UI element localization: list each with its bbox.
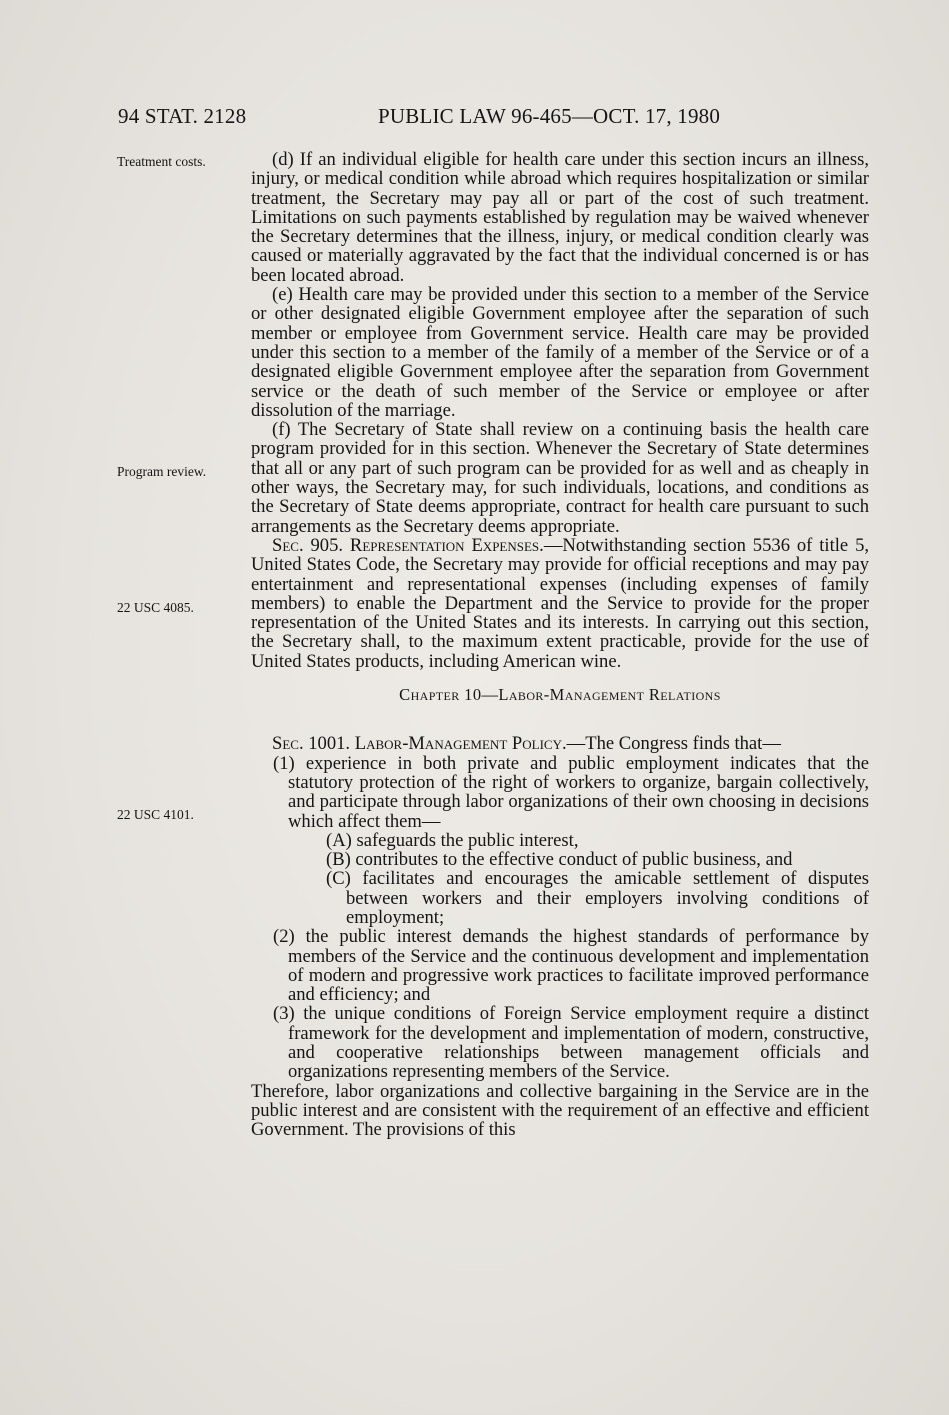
margin-note-usc-4085: 22 USC 4085.	[117, 600, 194, 615]
paragraph-e: (e) Health care may be provided under this section to a member of the Service or other designated eligible Government employee after the separation of such member or employee from Government service. Health care may be provided under this section to a member of the family of a member of the Service or of a designated eligible Government employee after the separation from Government service or the death of such member of the Service or employee or after dissolution of the marriage.	[251, 284, 869, 421]
finding-2: (2) the public interest demands the highest standards of performance by members of the Service and the continuous development and implementation of modern and progressive work practices to facilitate improved performance and efficiency; and	[273, 926, 869, 1006]
margin-note-program-review: Program review.	[117, 464, 207, 479]
margin-note-usc-4101: 22 USC 4101.	[117, 807, 194, 822]
page-title: PUBLIC LAW 96-465—OCT. 17, 1980	[378, 104, 721, 128]
finding-1-c: (C) facilitates and encourages the amicable settlement of disputes between workers and their employers involving conditions of employment;	[326, 868, 869, 928]
paragraph-f: (f) The Secretary of State shall review on a continuing basis the health care program provided for in this section. Whenever the Secretary of State determines that all or any part of such program can be provided for as well and as cheaply in other ways, the Secretary may, for such individuals, locations, and conditions as the Secretary of State deems appropriate, contract for health care pursuant to such arrangements as the Secretary deems appropriate.	[251, 419, 869, 537]
statute-body	[251, 150, 869, 1140]
finding-1-a: (A) safeguards the public interest,	[326, 829, 579, 851]
section-905	[251, 536, 869, 671]
chapter-heading: Chapter 10—Labor-Management Relations	[399, 685, 721, 705]
margin-note-treatment-costs: Treatment costs.	[117, 154, 206, 169]
paragraph-d: (d) If an individual eligible for health care under this section incurs an illness, injury, or medical condition while abroad which requires hospitalization or similar treatment, the Secretary may pay all or part of the cost of such treatment. Limitations on such payments established by regulation may be waived whenever the Secretary determines that the illness, injury, or medical condition clearly was caused or materially aggravated by the fact that the individual concerned is or has been located abroad.	[251, 149, 869, 286]
section-905-heading: Sec. 905. Representation Expenses.	[272, 534, 544, 556]
section-1001-text: —The Congress finds that—	[566, 733, 781, 755]
section-1001	[251, 734, 869, 753]
section-905-text: —Notwithstanding section 5536 of title 5, United States Code, the Secretary may provide for official receptions and may pay entertainment and representational expenses (including expenses of family members) to enable the Department and the Service to provide for the proper representation of the United States and its interests. In carrying out this section, the Secretary shall, to the maximum extent practicable, provide for the use of United States products, including American wine.	[251, 534, 870, 672]
finding-1: (1) experience in both private and public employment indicates that the statutory protection of the right of workers to organize, bargain collectively, and participate through labor organizations of their own choosing in decisions which affect them—	[273, 752, 869, 832]
finding-1-b: (B) contributes to the effective conduct of public business, and	[326, 849, 793, 871]
page-reference: 94 STAT. 2128	[118, 104, 247, 128]
finding-3: (3) the unique conditions of Foreign Service employment require a distinct framework for the development and implementation of modern, constructive, and cooperative relationships between management officials and organizations representing members of the Service.	[273, 1003, 869, 1083]
closing-paragraph: Therefore, labor organizations and collective bargaining in the Service are in the public interest and are consistent with the requirement of an effective and efficient Government. The provisions of this	[251, 1080, 869, 1141]
section-1001-heading: Sec. 1001. Labor-Management Policy.	[272, 733, 567, 755]
